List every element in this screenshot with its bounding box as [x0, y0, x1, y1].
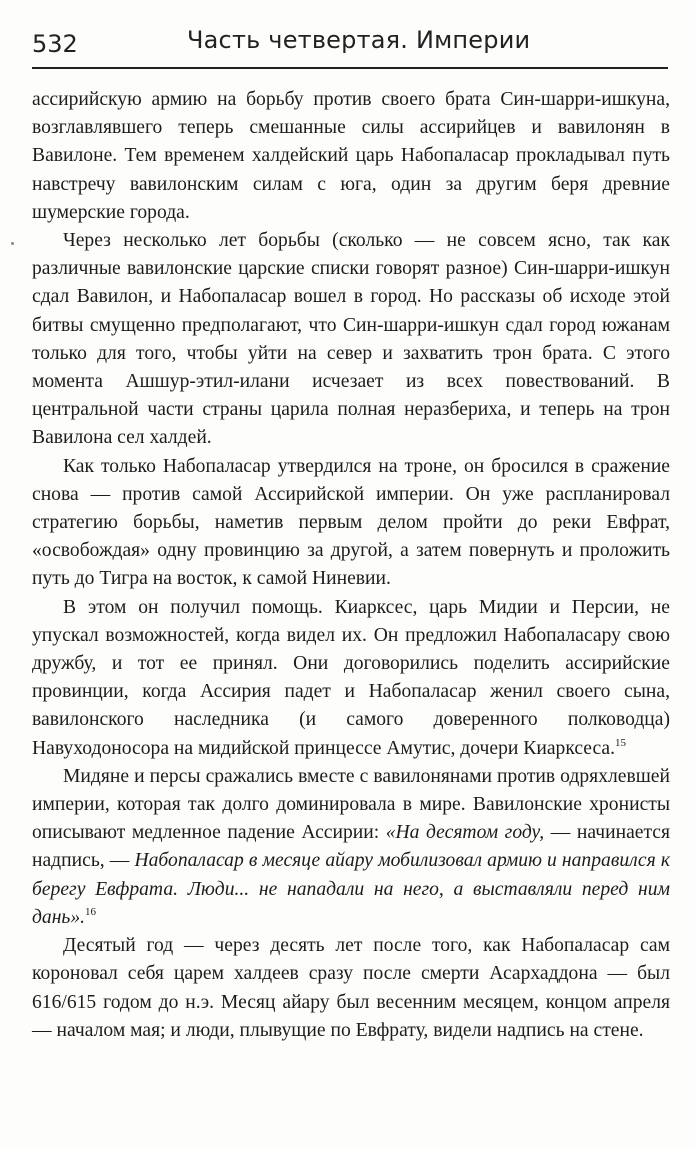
footnote-ref: 16	[85, 905, 97, 918]
body-text	[32, 86, 670, 1045]
page-header	[32, 26, 668, 64]
paragraph-text: — начинается надпись, —	[32, 822, 670, 872]
paragraph	[32, 86, 670, 227]
page-number: 532	[32, 30, 78, 58]
paragraph	[32, 932, 670, 1045]
paragraph-text: Через несколько лет борьбы (сколько — не совсем ясно, так как различные вавилонские царские списки говорят разное) Син-шарри-ишкун сдал Вавилон, и Набопаласар вошел в город. Но рассказы об исходе этой битвы смущенно предполагают, что Син-шарри-ишкун сдал город южанам только для того, чтобы уйти на север и захватить трон брата. С этого момента Ашшур-этил-илани исчезает из всех повествований. В центральной части страны царила полная неразбериха, и теперь на трон Вавилона сел халдей.	[32, 230, 670, 449]
margin-speck	[11, 242, 14, 245]
header-rule	[32, 67, 668, 69]
paragraph	[32, 453, 670, 594]
paragraph	[32, 763, 670, 932]
paragraph-text: Как только Набопаласар утвердился на троне, он бросился в сражение снова — против самой Ассирийской империи. Он уже распланировал стратегию борьбы, наметив первым делом пройти до реки Евфрат, «освобождая» одну провинцию за другой, а затем повернуть и проложить путь до Тигра на восток, к самой Ниневии.	[32, 455, 670, 590]
quote-text: Набопаласар в месяце айару мобилизовал армию и направился к берегу Евфрата. Люди... не нападали на него, а выставляли перед ним дань».	[32, 850, 670, 928]
running-title: Часть четвертая. Империи	[187, 26, 531, 54]
quote-text: «На десятом году,	[385, 822, 545, 844]
paragraph	[32, 594, 670, 763]
paragraph-text: ассирийскую армию на борьбу против своего брата Син-шарри-ишкуна, возглавлявшего теперь смешанные силы ассирийцев и вавилонян в Вавилоне. Тем временем халдейский царь Набопаласар прокладывал путь навстречу вавилонским силам с юга, один за другим беря древние шумерские города.	[32, 89, 670, 223]
footnote-ref: 15	[615, 736, 626, 749]
paragraph-text: В этом он получил помощь. Киарксес, царь Мидии и Персии, не упускал возможностей, когда видел их. Он предложил Набопаласару свою дружбу, и тот ее принял. Они договорились поделить ассирийские провинции, когда Ассирия падет и Набопаласар женил своего сына, вавилонского наследника (и самого доверенного полководца) Навуходоносора на мидийской принцессе Амутис, дочери Киарксеса.	[32, 596, 670, 759]
paragraph-text: Десятый год — через десять лет после того, как Набопаласар сам короновал себя царем халдеев сразу после смерти Асархаддона — был 616/615 годом до н.э. Месяц айару был весенним месяцем, концом апреля — началом мая; и люди, плывущие по Евфрату, видели надпись на стене.	[32, 935, 670, 1041]
paragraph-text: Мидяне и персы сражались вместе с вавилонянами против одряхлевшей империи, которая так долго доминировала в мире. Вавилонские хронисты описывают медленное падение Ассирии:	[32, 765, 670, 844]
paragraph	[32, 227, 670, 453]
